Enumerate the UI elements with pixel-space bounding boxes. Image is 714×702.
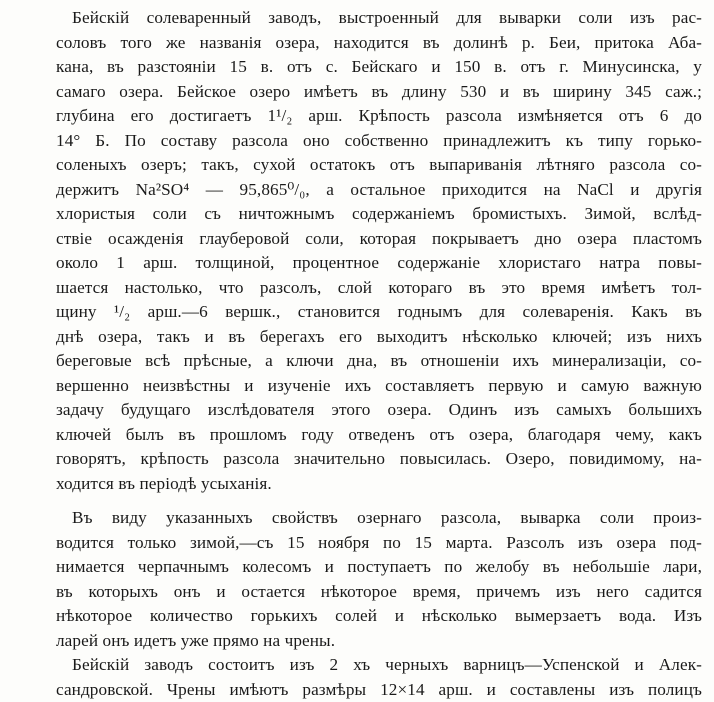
text-line: вершенно неизвѣстны и изученіе ихъ составляетъ первую и самую важную — [56, 374, 702, 399]
paragraph-3 — [56, 653, 702, 702]
text-line: около 1 арш. толщиной, процентное содержаніе хлористаго натра повы- — [56, 251, 702, 276]
text-line: говорятъ, крѣпость разсола значительно повысилась. Озеро, повидимому, на- — [56, 447, 702, 472]
text-line: кана, въ разстояніи 15 в. отъ с. Бейскаго и 150 в. отъ г. Минусинска, у — [56, 55, 702, 80]
paragraph-1 — [56, 6, 702, 496]
text-line: соленыхъ озеръ; такъ, сухой остатокъ отъ выпариванія лѣтняго разсола со- — [56, 153, 702, 178]
text-line: нѣкоторое количество горькихъ солей и нѣсколько вымерзаетъ вода. Изъ — [56, 604, 702, 629]
paragraph-2 — [56, 506, 702, 653]
text-line: нимается черпачнымъ колесомъ и поступаетъ по желобу въ небольшіе лари, — [56, 555, 702, 580]
text-line: ствіе осажденія глауберовой соли, которая покрываетъ дно озера пластомъ — [56, 227, 702, 252]
text-line: ходится въ періодѣ усыханія. — [56, 472, 702, 497]
text-line: хлористыя соли съ ничтожнымъ содержаніемъ бромистыхъ. Зимой, вслѣд- — [56, 202, 702, 227]
text-line: соловъ того же названія озера, находится въ долинѣ р. Беи, притока Аба- — [56, 31, 702, 56]
text-line: ключей былъ въ прошломъ году отведенъ отъ озера, благодаря чему, какъ — [56, 423, 702, 448]
text-line: самаго озера. Бейское озеро имѣетъ въ длину 530 и въ ширину 345 саж.; — [56, 80, 702, 105]
text-line: днѣ озера, такъ и въ берегахъ его выходитъ нѣсколько ключей; изъ нихъ — [56, 325, 702, 350]
text-line: Въ виду указанныхъ свойствъ озернаго разсола, выварка соли произ- — [56, 506, 702, 531]
text-line: задачу будущаго изслѣдователя этого озера. Одинъ изъ самыхъ большихъ — [56, 398, 702, 423]
text-line: щину ¹/₂ арш.—6 вершк., становится годнымъ для солеваренія. Какъ въ — [56, 300, 702, 325]
text-line: водится только зимой,—съ 15 ноября по 15 марта. Разсолъ изъ озера под- — [56, 531, 702, 556]
text-line: глубина его достигаетъ 1¹/₂ арш. Крѣпость разсола измѣняется отъ 6 до — [56, 104, 702, 129]
text-line: сандровской. Чрены имѣютъ размѣры 12×14 арш. и составлены изъ полицъ — [56, 678, 702, 702]
text-line: Бейскій солеваренный заводъ, выстроенный для выварки соли изъ рас- — [56, 6, 702, 31]
text-line: ларей онъ идетъ уже прямо на чрены. — [56, 629, 702, 654]
paragraph-gap — [56, 496, 702, 506]
text-line: 14° Б. По составу разсола оно собственно принадлежитъ къ типу горько- — [56, 129, 702, 154]
text-line: въ которыхъ онъ и остается нѣкоторое время, причемъ изъ него садится — [56, 580, 702, 605]
text-line: держитъ Na²SO⁴ — 95,865⁰/₀, а остальное приходится на NaCl и другія — [56, 178, 702, 203]
text-line: шается настолько, что разсолъ, слой котораго въ это время имѣетъ тол- — [56, 276, 702, 301]
text-line: береговые всѣ прѣсные, а ключи дна, въ отношеніи ихъ минерализаціи, со- — [56, 349, 702, 374]
text-line: Бейскій заводъ состоитъ изъ 2 хъ черныхъ варницъ—Успенской и Алек- — [56, 653, 702, 678]
